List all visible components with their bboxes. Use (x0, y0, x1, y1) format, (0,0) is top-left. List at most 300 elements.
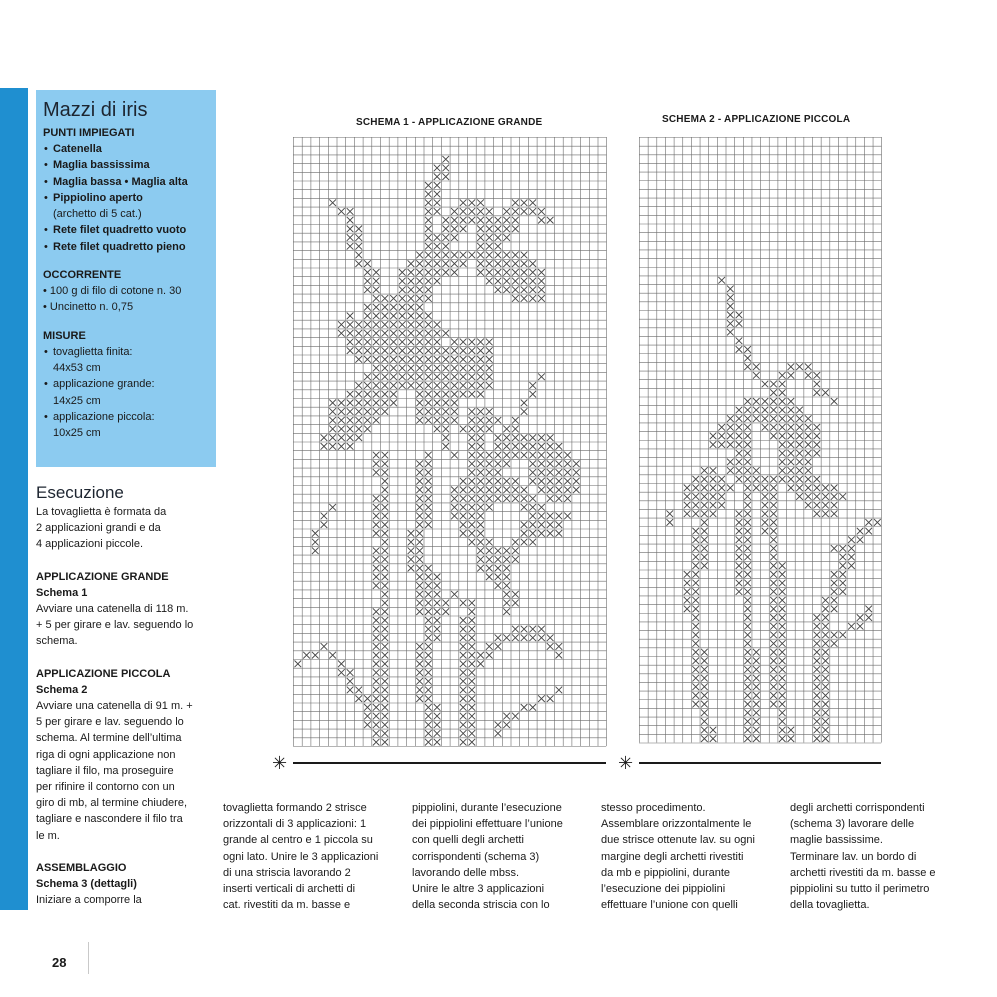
filled-stitch-mark (701, 735, 708, 742)
filled-stitch-mark (469, 339, 476, 346)
filled-stitch-mark (701, 536, 708, 543)
filled-stitch-mark (529, 434, 536, 441)
filled-stitch-mark (469, 356, 476, 363)
filled-stitch-mark (762, 485, 769, 492)
materials-heading: OCCORRENTE (43, 269, 122, 282)
filled-stitch-mark (822, 709, 829, 716)
filled-stitch-mark (355, 687, 362, 694)
filled-stitch-mark (425, 217, 432, 224)
text-line: per rifinire il contorno con un (36, 781, 175, 794)
filled-stitch-mark (425, 452, 432, 459)
filled-stitch-mark (416, 408, 423, 415)
filled-stitch-mark (399, 382, 406, 389)
filled-stitch-mark (753, 649, 760, 656)
filled-stitch-mark (529, 269, 536, 276)
filled-stitch-mark (744, 735, 751, 742)
filled-stitch-mark (814, 510, 821, 517)
filled-stitch-mark (848, 554, 855, 561)
filled-stitch-mark (727, 424, 734, 431)
filled-stitch-mark (408, 304, 415, 311)
filled-stitch-mark (329, 417, 336, 424)
text-column-2 (412, 800, 592, 913)
filled-stitch-mark (788, 433, 795, 440)
page-number: 28 (52, 955, 67, 970)
filled-stitch-mark (744, 562, 751, 569)
filled-stitch-mark (736, 441, 743, 448)
filled-stitch-mark (434, 191, 441, 198)
text-line: margine degli archetti rivestiti (601, 850, 744, 863)
text-line: dei pippiolini effettuare l’unione (412, 818, 563, 831)
filled-stitch-mark (338, 321, 345, 328)
filled-stitch-mark (460, 260, 467, 267)
filled-stitch-mark (529, 260, 536, 267)
filled-stitch-mark (788, 441, 795, 448)
filled-stitch-mark (486, 504, 493, 511)
filled-stitch-mark (416, 391, 423, 398)
filled-stitch-mark (710, 493, 717, 500)
filled-stitch-mark (744, 450, 751, 457)
measure-value: 44x53 cm (53, 361, 101, 374)
small-app-heading: APPLICAZIONE PICCOLA (36, 667, 171, 680)
filled-stitch-mark (770, 623, 777, 630)
filled-stitch-mark (460, 652, 467, 659)
filled-stitch-mark (477, 452, 484, 459)
filled-stitch-mark (796, 476, 803, 483)
filled-stitch-mark (744, 355, 751, 362)
filled-stitch-mark (814, 718, 821, 725)
filled-stitch-mark (521, 278, 528, 285)
filled-stitch-mark (521, 208, 528, 215)
filled-stitch-mark (477, 234, 484, 241)
filled-stitch-mark (529, 704, 536, 711)
filled-stitch-mark (442, 417, 449, 424)
filled-stitch-mark (512, 260, 519, 267)
filled-stitch-mark (442, 165, 449, 172)
filled-stitch-mark (469, 365, 476, 372)
filled-stitch-mark (564, 478, 571, 485)
filled-stitch-mark (822, 666, 829, 673)
filled-stitch-mark (416, 469, 423, 476)
filled-stitch-mark (469, 478, 476, 485)
filled-stitch-mark (814, 658, 821, 665)
filled-stitch-mark (442, 426, 449, 433)
filled-stitch-mark (477, 547, 484, 554)
filled-stitch-mark (495, 260, 502, 267)
filled-stitch-mark (425, 269, 432, 276)
filled-stitch-mark (495, 478, 502, 485)
filled-stitch-mark (382, 687, 389, 694)
filled-stitch-mark (538, 504, 545, 511)
filled-stitch-mark (814, 433, 821, 440)
filled-stitch-mark (364, 391, 371, 398)
filled-stitch-mark (460, 695, 467, 702)
filled-stitch-mark (512, 547, 519, 554)
filled-stitch-mark (469, 460, 476, 467)
filled-stitch-mark (425, 661, 432, 668)
filled-stitch-mark (434, 426, 441, 433)
filled-stitch-mark (416, 556, 423, 563)
filled-stitch-mark (425, 643, 432, 650)
filled-stitch-mark (416, 252, 423, 259)
filled-stitch-mark (373, 347, 380, 354)
filled-stitch-mark (770, 658, 777, 665)
filled-stitch-mark (364, 721, 371, 728)
filled-stitch-mark (382, 321, 389, 328)
filled-stitch-mark (382, 513, 389, 520)
filled-stitch-mark (469, 382, 476, 389)
filled-stitch-mark (547, 634, 554, 641)
filled-stitch-mark (503, 426, 510, 433)
filled-stitch-mark (779, 623, 786, 630)
filled-stitch-mark (373, 626, 380, 633)
filled-stitch-mark (788, 727, 795, 734)
filled-stitch-mark (382, 608, 389, 615)
filled-stitch-mark (762, 502, 769, 509)
filled-stitch-mark (382, 565, 389, 572)
filled-stitch-mark (442, 269, 449, 276)
grid-lines (639, 137, 882, 743)
filled-stitch-mark (521, 199, 528, 206)
filled-stitch-mark (512, 556, 519, 563)
filled-stitch-mark (495, 460, 502, 467)
stitch-item (43, 190, 209, 223)
filled-stitch-mark (538, 695, 545, 702)
filled-stitch-mark (538, 478, 545, 485)
filled-stitch-mark (416, 574, 423, 581)
filled-stitch-mark (848, 536, 855, 543)
filled-stitch-mark (701, 528, 708, 535)
filled-stitch-mark (770, 536, 777, 543)
filled-stitch-mark (556, 530, 563, 537)
filled-stitch-mark (373, 321, 380, 328)
filled-stitch-mark (779, 649, 786, 656)
filled-stitch-mark (373, 286, 380, 293)
filled-stitch-mark (770, 424, 777, 431)
filled-stitch-mark (736, 467, 743, 474)
text-line: stesso procedimento. (601, 802, 706, 814)
filled-stitch-mark (329, 199, 336, 206)
filled-stitch-mark (865, 614, 872, 621)
filled-stitch-mark (796, 441, 803, 448)
filled-stitch-mark (338, 408, 345, 415)
filled-stitch-mark (503, 547, 510, 554)
filled-stitch-mark (538, 443, 545, 450)
filled-stitch-mark (460, 365, 467, 372)
filled-stitch-mark (547, 487, 554, 494)
text-line: orizzontali di 3 applicazioni: 1 (223, 818, 367, 831)
filled-stitch-mark (744, 536, 751, 543)
filled-stitch-mark (564, 460, 571, 467)
filled-stitch-mark (477, 487, 484, 494)
filled-stitch-mark (364, 330, 371, 337)
filled-stitch-mark (477, 417, 484, 424)
filled-stitch-mark (382, 365, 389, 372)
filled-stitch-mark (460, 208, 467, 215)
filled-stitch-mark (425, 347, 432, 354)
filled-stitch-mark (736, 337, 743, 344)
filled-stitch-mark (744, 580, 751, 587)
filled-stitch-mark (692, 502, 699, 509)
filled-stitch-mark (364, 321, 371, 328)
filled-stitch-mark (701, 718, 708, 725)
filled-stitch-mark (710, 485, 717, 492)
filled-stitch-mark (744, 701, 751, 708)
filled-stitch-mark (762, 407, 769, 414)
filled-stitch-mark (373, 678, 380, 685)
filled-stitch-mark (486, 565, 493, 572)
filled-stitch-mark (382, 556, 389, 563)
filled-stitch-mark (425, 513, 432, 520)
filled-stitch-mark (762, 381, 769, 388)
filled-stitch-mark (805, 476, 812, 483)
filled-stitch-mark (692, 476, 699, 483)
filled-stitch-mark (556, 469, 563, 476)
text-line: riga di ogni applicazione non (36, 748, 176, 761)
filled-stitch-mark (512, 226, 519, 233)
filled-stitch-mark (538, 634, 545, 641)
filled-stitch-mark (692, 632, 699, 639)
filled-stitch-mark (460, 356, 467, 363)
filled-stitch-mark (796, 493, 803, 500)
filled-stitch-mark (839, 632, 846, 639)
filled-stitch-mark (521, 452, 528, 459)
filled-stitch-mark (399, 330, 406, 337)
filled-stitch-mark (364, 373, 371, 380)
filled-stitch-mark (770, 433, 777, 440)
filled-stitch-mark (425, 678, 432, 685)
filled-stitch-mark (469, 608, 476, 615)
filled-stitch-mark (503, 460, 510, 467)
filled-stitch-mark (796, 407, 803, 414)
filled-stitch-mark (469, 252, 476, 259)
filled-stitch-mark (347, 400, 354, 407)
filled-stitch-mark (382, 495, 389, 502)
filled-stitch-mark (347, 234, 354, 241)
filled-stitch-mark (425, 356, 432, 363)
filled-stitch-mark (486, 347, 493, 354)
filled-stitch-mark (382, 304, 389, 311)
filled-stitch-mark (718, 493, 725, 500)
filled-stitch-mark (805, 493, 812, 500)
filled-stitch-mark (425, 460, 432, 467)
filled-stitch-mark (547, 469, 554, 476)
filled-stitch-mark (434, 582, 441, 589)
text-line: maglie bassissime. (790, 834, 883, 847)
filled-stitch-mark (796, 450, 803, 457)
filled-stitch-mark (416, 487, 423, 494)
filled-stitch-mark (701, 692, 708, 699)
filled-stitch-mark (779, 372, 786, 379)
filled-stitch-mark (486, 643, 493, 650)
filled-stitch-mark (477, 513, 484, 520)
text-line: + 5 per girare e lav. seguendo lo (36, 619, 194, 632)
execution-title: Esecuzione (36, 483, 124, 502)
filled-stitch-mark (796, 485, 803, 492)
filled-stitch-mark (727, 286, 734, 293)
filled-stitch-mark (451, 391, 458, 398)
filled-stitch-mark (425, 208, 432, 215)
filled-stitch-mark (382, 487, 389, 494)
text-column-3 (601, 800, 781, 913)
filled-stitch-mark (425, 234, 432, 241)
filled-stitch-mark (710, 467, 717, 474)
filled-stitch-mark (408, 556, 415, 563)
filled-stitch-mark (770, 649, 777, 656)
filled-stitch-mark (701, 485, 708, 492)
filled-stitch-mark (382, 721, 389, 728)
filled-stitch-mark (373, 400, 380, 407)
filled-stitch-mark (770, 666, 777, 673)
filled-stitch-mark (744, 640, 751, 647)
filled-stitch-mark (744, 597, 751, 604)
filled-stitch-mark (788, 424, 795, 431)
filled-stitch-mark (701, 476, 708, 483)
filled-stitch-mark (503, 478, 510, 485)
filled-stitch-mark (529, 460, 536, 467)
filled-stitch-mark (857, 614, 864, 621)
filled-stitch-mark (416, 356, 423, 363)
filled-stitch-mark (364, 695, 371, 702)
filled-stitch-mark (503, 600, 510, 607)
filled-stitch-mark (469, 347, 476, 354)
filled-stitch-mark (416, 417, 423, 424)
filled-stitch-mark (788, 485, 795, 492)
filled-stitch-mark (382, 408, 389, 415)
stitch-name: • Pippiolino aperto (53, 191, 143, 204)
filled-stitch-mark (512, 443, 519, 450)
stitches-heading: PUNTI IMPIEGATI (43, 127, 135, 139)
schema2-grid (639, 137, 882, 744)
stitch-item (43, 239, 209, 255)
filled-stitch-mark (857, 536, 864, 543)
filled-stitch-mark (373, 643, 380, 650)
filled-stitch-mark (434, 199, 441, 206)
filled-stitch-mark (373, 617, 380, 624)
filled-stitch-mark (822, 606, 829, 613)
filled-stitch-mark (727, 312, 734, 319)
filled-stitch-mark (442, 608, 449, 615)
filled-stitch-mark (416, 278, 423, 285)
filled-stitch-mark (477, 373, 484, 380)
filled-stitch-mark (684, 510, 691, 517)
filled-stitch-mark (469, 739, 476, 746)
filled-stitch-mark (477, 521, 484, 528)
stitch-item (43, 157, 209, 173)
filled-stitch-mark (477, 469, 484, 476)
text-line: due strisce ottenute lav. su ogni (601, 834, 755, 847)
filled-stitch-mark (503, 487, 510, 494)
filled-stitch-mark (416, 695, 423, 702)
filled-stitch-mark (347, 330, 354, 337)
filled-stitch-mark (329, 400, 336, 407)
filled-stitch-mark (469, 487, 476, 494)
filled-stitch-mark (477, 356, 484, 363)
filled-stitch-mark (547, 478, 554, 485)
assembly-sub: Schema 3 (dettagli) (36, 878, 137, 891)
filled-stitch-mark (442, 330, 449, 337)
filled-stitch-mark (538, 434, 545, 441)
filled-stitch-mark (753, 658, 760, 665)
filled-stitch-mark (779, 467, 786, 474)
filled-stitch-mark (469, 217, 476, 224)
filled-stitch-mark (770, 476, 777, 483)
filled-stitch-mark (460, 426, 467, 433)
filled-stitch-mark (355, 243, 362, 250)
filled-stitch-mark (425, 721, 432, 728)
filled-stitch-mark (355, 347, 362, 354)
filled-stitch-mark (382, 478, 389, 485)
filled-stitch-mark (556, 478, 563, 485)
filled-stitch-mark (434, 365, 441, 372)
filled-stitch-mark (382, 530, 389, 537)
filled-stitch-mark (564, 452, 571, 459)
filled-stitch-mark (503, 713, 510, 720)
filled-stitch-mark (684, 580, 691, 587)
filled-stitch-mark (692, 649, 699, 656)
filled-stitch-mark (355, 434, 362, 441)
filled-stitch-mark (399, 295, 406, 302)
large-app-text (36, 601, 218, 650)
filled-stitch-mark (425, 617, 432, 624)
filled-stitch-mark (779, 718, 786, 725)
filled-stitch-mark (399, 278, 406, 285)
filled-stitch-mark (364, 713, 371, 720)
filled-stitch-mark (399, 356, 406, 363)
filled-stitch-mark (822, 683, 829, 690)
filled-stitch-mark (718, 502, 725, 509)
filled-stitch-mark (434, 739, 441, 746)
filled-stitch-mark (442, 391, 449, 398)
filled-stitch-mark (796, 424, 803, 431)
filled-stitch-mark (416, 304, 423, 311)
filled-stitch-mark (425, 260, 432, 267)
filled-stitch-mark (684, 606, 691, 613)
filled-stitch-mark (495, 286, 502, 293)
filled-stitch-mark (355, 234, 362, 241)
filled-stitch-mark (701, 658, 708, 665)
filled-stitch-mark (547, 217, 554, 224)
filled-stitch-mark (390, 339, 397, 346)
filled-stitch-mark (355, 252, 362, 259)
filled-stitch-mark (779, 398, 786, 405)
filled-stitch-mark (779, 597, 786, 604)
filled-stitch-mark (762, 519, 769, 526)
filled-stitch-mark (390, 321, 397, 328)
filled-stitch-mark (521, 408, 528, 415)
filled-stitch-mark (556, 513, 563, 520)
filled-stitch-mark (822, 597, 829, 604)
filled-stitch-mark (796, 459, 803, 466)
filled-stitch-mark (779, 606, 786, 613)
filled-stitch-mark (556, 460, 563, 467)
filled-stitch-mark (556, 443, 563, 450)
stitch-name: • Rete filet quadretto vuoto (53, 224, 187, 237)
filled-stitch-mark (556, 487, 563, 494)
filled-stitch-mark (382, 704, 389, 711)
filled-stitch-mark (503, 452, 510, 459)
filled-stitch-mark (373, 652, 380, 659)
filled-stitch-mark (529, 208, 536, 215)
filled-stitch-mark (408, 565, 415, 572)
filled-stitch-mark (814, 640, 821, 647)
filled-stitch-mark (779, 580, 786, 587)
filled-stitch-mark (727, 329, 734, 336)
filled-stitch-mark (364, 286, 371, 293)
filled-stitch-mark (347, 313, 354, 320)
filled-stitch-mark (814, 632, 821, 639)
filled-stitch-mark (347, 347, 354, 354)
measure-label: • tovaglietta finita: (53, 345, 133, 358)
